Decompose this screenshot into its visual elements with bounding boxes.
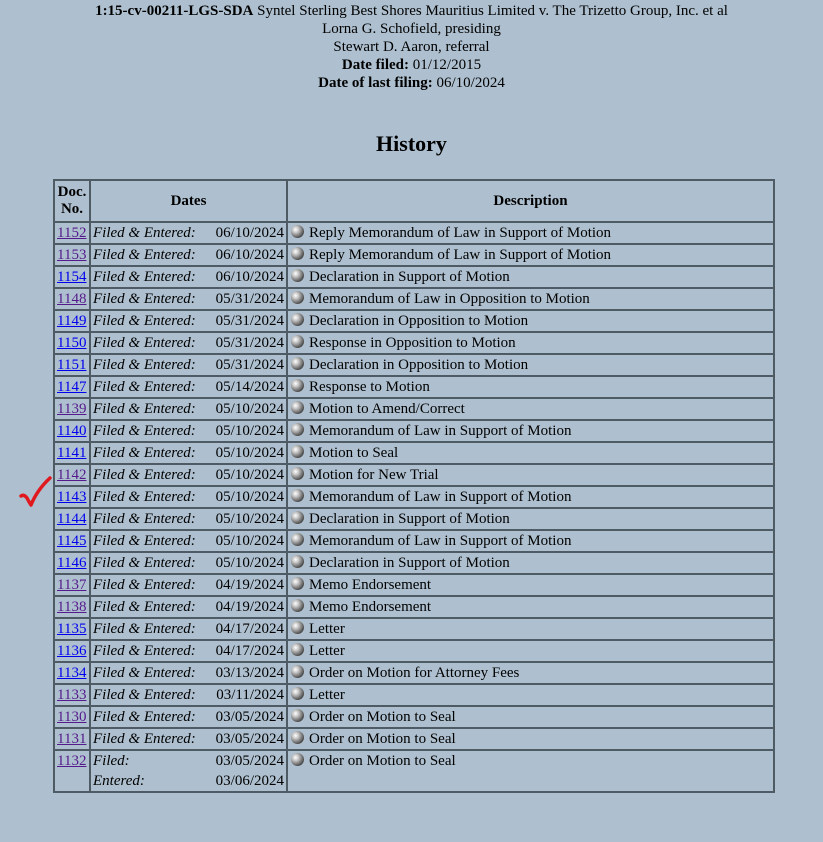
doc-number-link[interactable]: 1139 xyxy=(57,401,87,417)
doc-number-cell xyxy=(54,222,90,244)
doc-number-cell xyxy=(54,288,90,310)
globe-icon[interactable] xyxy=(291,291,304,304)
description-cell xyxy=(287,618,774,640)
date-value: 05/31/2024 xyxy=(215,335,284,351)
description-cell xyxy=(287,310,774,332)
dates-cell xyxy=(90,574,287,596)
globe-icon[interactable] xyxy=(291,489,304,502)
globe-icon[interactable] xyxy=(291,467,304,480)
date-value: 05/31/2024 xyxy=(215,313,284,329)
description-cell xyxy=(287,596,774,618)
table-row xyxy=(54,244,774,266)
description-text: Memorandum of Law in Support of Motion xyxy=(309,423,572,439)
doc-number-cell xyxy=(54,244,90,266)
doc-number-cell xyxy=(54,640,90,662)
description-text: Order on Motion for Attorney Fees xyxy=(309,665,520,681)
case-title: Syntel Sterling Best Shores Mauritius Limited v. The Trizetto Group, Inc. et al xyxy=(253,3,728,19)
description-text: Declaration in Support of Motion xyxy=(309,269,510,285)
dates-cell xyxy=(90,552,287,574)
description-text: Letter xyxy=(309,621,345,637)
description-cell xyxy=(287,574,774,596)
table-row xyxy=(54,310,774,332)
dates-cell xyxy=(90,288,287,310)
date-value: 06/10/2024 xyxy=(215,269,284,285)
doc-number-cell xyxy=(54,618,90,640)
description-cell xyxy=(287,530,774,552)
globe-icon[interactable] xyxy=(291,445,304,458)
description-cell xyxy=(287,222,774,244)
doc-number-cell xyxy=(54,310,90,332)
description-cell xyxy=(287,662,774,684)
date-filed-label: Date filed: xyxy=(341,57,409,73)
description-cell xyxy=(287,552,774,574)
description-cell xyxy=(287,398,774,420)
table-row xyxy=(54,662,774,684)
globe-icon[interactable] xyxy=(291,687,304,700)
filed-entered-label: Filed & Entered: xyxy=(93,423,196,439)
red-checkmark-icon xyxy=(18,476,52,510)
table-row xyxy=(54,398,774,420)
table-header-row xyxy=(54,180,774,222)
dates-cell xyxy=(90,442,287,464)
globe-icon[interactable] xyxy=(291,731,304,744)
table-row xyxy=(54,464,774,486)
doc-number-link[interactable]: 1134 xyxy=(57,665,87,681)
dates-cell xyxy=(90,420,287,442)
dates-cell xyxy=(90,398,287,420)
description-text: Declaration in Opposition to Motion xyxy=(309,313,529,329)
table-row xyxy=(54,266,774,288)
column-header-doc-no xyxy=(54,180,90,222)
doc-number-cell xyxy=(54,486,90,508)
doc-number-cell xyxy=(54,574,90,596)
filed-entered-label: Filed & Entered: xyxy=(93,357,196,373)
last-filing-value: 06/10/2024 xyxy=(432,75,505,91)
doc-number-link[interactable]: 1142 xyxy=(57,467,87,483)
date-value: 03/11/2024 xyxy=(216,687,284,703)
last-filing-label: Date of last filing: xyxy=(318,75,433,91)
description-text: Order on Motion to Seal xyxy=(309,753,456,769)
filed-entered-label: Filed & Entered: xyxy=(93,467,196,483)
filed-entered-label: Filed & Entered: xyxy=(93,313,196,329)
filed-entered-label: Filed & Entered: xyxy=(93,225,196,241)
date-value: 05/14/2024 xyxy=(215,379,284,395)
doc-number-link[interactable]: 1150 xyxy=(57,335,87,351)
case-header xyxy=(0,2,823,92)
table-row xyxy=(54,332,774,354)
description-text: Declaration in Support of Motion xyxy=(309,511,510,527)
dates-cell xyxy=(90,728,287,750)
date-value: 05/10/2024 xyxy=(215,533,284,549)
doc-number-cell xyxy=(54,354,90,376)
dates-cell xyxy=(90,310,287,332)
dates-cell xyxy=(90,706,287,728)
filed-entered-label: Filed & Entered: xyxy=(93,269,196,285)
doc-number-link[interactable]: 1131 xyxy=(57,731,87,747)
globe-icon[interactable] xyxy=(291,709,304,722)
doc-number-cell xyxy=(54,662,90,684)
doc-number-link[interactable]: 1135 xyxy=(57,621,87,637)
date-value: 03/13/2024 xyxy=(215,665,284,681)
dates-cell xyxy=(90,354,287,376)
table-row xyxy=(54,222,774,244)
dates-cell xyxy=(90,530,287,552)
doc-number-link[interactable]: 1148 xyxy=(57,291,87,307)
doc-number-cell xyxy=(54,376,90,398)
dates-cell xyxy=(90,750,287,792)
description-cell xyxy=(287,376,774,398)
globe-icon[interactable] xyxy=(291,335,304,348)
dates-cell xyxy=(90,640,287,662)
table-row xyxy=(54,706,774,728)
description-cell xyxy=(287,486,774,508)
dates-cell xyxy=(90,596,287,618)
table-row xyxy=(54,596,774,618)
description-text: Motion to Amend/Correct xyxy=(309,401,465,417)
doc-number-cell xyxy=(54,420,90,442)
dates-cell xyxy=(90,684,287,706)
doc-number-cell xyxy=(54,728,90,750)
date-value: 05/10/2024 xyxy=(215,511,284,527)
doc-number-cell xyxy=(54,464,90,486)
description-cell xyxy=(287,684,774,706)
filed-entered-label: Filed & Entered: xyxy=(93,577,196,593)
filed-entered-label: Filed & Entered: xyxy=(93,599,196,615)
table-row xyxy=(54,618,774,640)
description-cell xyxy=(287,508,774,530)
filed-entered-label: Filed & Entered: xyxy=(93,445,196,461)
description-cell xyxy=(287,332,774,354)
dates-cell xyxy=(90,618,287,640)
globe-icon[interactable] xyxy=(291,665,304,678)
description-cell xyxy=(287,464,774,486)
dates-cell xyxy=(90,486,287,508)
globe-icon[interactable] xyxy=(291,225,304,238)
filed-entered-label: Filed & Entered: xyxy=(93,687,196,703)
description-text: Memo Endorsement xyxy=(309,599,432,615)
doc-number-link[interactable]: 1151 xyxy=(57,357,87,373)
date-value: 05/10/2024 xyxy=(215,401,284,417)
entered-label: Entered: xyxy=(93,773,145,789)
globe-icon[interactable] xyxy=(291,423,304,436)
dates-cell xyxy=(90,464,287,486)
table-row xyxy=(54,288,774,310)
doc-number-cell xyxy=(54,508,90,530)
filed-entered-label: Filed & Entered: xyxy=(93,489,196,505)
date-value: 04/17/2024 xyxy=(215,643,284,659)
globe-icon[interactable] xyxy=(291,621,304,634)
dates-cell xyxy=(90,376,287,398)
doc-number-cell xyxy=(54,750,90,792)
date-value: 05/10/2024 xyxy=(215,445,284,461)
doc-number-cell xyxy=(54,530,90,552)
date-value: 03/05/2024 xyxy=(215,709,284,725)
description-text: Order on Motion to Seal xyxy=(309,731,456,747)
globe-icon[interactable] xyxy=(291,269,304,282)
doc-number-link[interactable]: 1152 xyxy=(57,225,87,241)
doc-number-link[interactable]: 1137 xyxy=(57,577,87,593)
column-header-description: Description xyxy=(287,180,774,222)
doc-number-link[interactable]: 1143 xyxy=(57,489,87,505)
description-text: Memorandum of Law in Support of Motion xyxy=(309,489,572,505)
doc-header-line2: No. xyxy=(60,201,84,217)
doc-number-link[interactable]: 1141 xyxy=(57,445,87,461)
doc-number-cell xyxy=(54,596,90,618)
filed-entered-label: Filed & Entered: xyxy=(93,555,196,571)
doc-number-link[interactable]: 1132 xyxy=(57,753,87,769)
filed-entered-label: Filed & Entered: xyxy=(93,511,196,527)
doc-number-cell xyxy=(54,552,90,574)
filed-entered-label: Filed & Entered: xyxy=(93,533,196,549)
case-caption-line xyxy=(0,2,823,20)
date-value: 03/05/2024 xyxy=(215,731,284,747)
description-text: Reply Memorandum of Law in Support of Motion xyxy=(309,225,612,241)
description-text: Declaration in Opposition to Motion xyxy=(309,357,529,373)
doc-number-cell xyxy=(54,332,90,354)
doc-number-link[interactable]: 1153 xyxy=(57,247,87,263)
filed-entered-label: Filed & Entered: xyxy=(93,335,196,351)
dates-cell xyxy=(90,662,287,684)
doc-number-link[interactable]: 1130 xyxy=(57,709,87,725)
filed-entered-label: Filed & Entered: xyxy=(93,643,196,659)
description-cell xyxy=(287,354,774,376)
globe-icon[interactable] xyxy=(291,643,304,656)
date-value: 05/10/2024 xyxy=(215,555,284,571)
table-row xyxy=(54,728,774,750)
table-row xyxy=(54,486,774,508)
description-cell xyxy=(287,266,774,288)
dates-cell xyxy=(90,332,287,354)
dates-cell xyxy=(90,244,287,266)
globe-icon[interactable] xyxy=(291,555,304,568)
globe-icon[interactable] xyxy=(291,247,304,260)
table-row xyxy=(54,442,774,464)
description-cell xyxy=(287,728,774,750)
description-text: Memorandum of Law in Opposition to Motion xyxy=(309,291,590,307)
filed-label: Filed: xyxy=(93,753,130,769)
globe-icon[interactable] xyxy=(291,577,304,590)
doc-number-cell xyxy=(54,442,90,464)
history-heading: History xyxy=(376,131,447,156)
entered-date: 03/06/2024 xyxy=(215,773,284,789)
description-cell xyxy=(287,288,774,310)
case-number: 1:15-cv-00211-LGS-SDA xyxy=(95,3,254,19)
description-text: Letter xyxy=(309,643,345,659)
filed-entered-label: Filed & Entered: xyxy=(93,709,196,725)
date-value: 05/10/2024 xyxy=(215,423,284,439)
date-value: 06/10/2024 xyxy=(215,247,284,263)
globe-icon[interactable] xyxy=(291,313,304,326)
doc-number-cell xyxy=(54,684,90,706)
dates-cell xyxy=(90,266,287,288)
doc-header-line1: Doc. xyxy=(57,184,87,200)
globe-icon[interactable] xyxy=(291,401,304,414)
column-header-dates: Dates xyxy=(90,180,287,222)
filed-entered-label: Filed & Entered: xyxy=(93,247,196,263)
table-row xyxy=(54,750,774,792)
doc-number-link[interactable]: 1145 xyxy=(57,533,87,549)
date-value: 05/10/2024 xyxy=(215,467,284,483)
description-text: Memorandum of Law in Support of Motion xyxy=(309,533,572,549)
description-cell xyxy=(287,244,774,266)
doc-number-link[interactable]: 1154 xyxy=(57,269,87,285)
description-text: Motion for New Trial xyxy=(309,467,439,483)
dates-cell xyxy=(90,508,287,530)
doc-number-cell xyxy=(54,398,90,420)
filed-entered-label: Filed & Entered: xyxy=(93,621,196,637)
presiding-judge: Lorna G. Schofield, presiding xyxy=(322,21,501,37)
last-filing-line xyxy=(0,74,823,92)
dates-cell xyxy=(90,222,287,244)
description-text: Order on Motion to Seal xyxy=(309,709,456,725)
table-row xyxy=(54,640,774,662)
date-value: 04/19/2024 xyxy=(215,599,284,615)
date-value: 05/10/2024 xyxy=(215,489,284,505)
table-row xyxy=(54,684,774,706)
doc-number-link[interactable]: 1140 xyxy=(57,423,87,439)
doc-number-link[interactable]: 1136 xyxy=(57,643,87,659)
table-row xyxy=(54,376,774,398)
globe-icon[interactable] xyxy=(291,379,304,392)
description-text: Response to Motion xyxy=(309,379,430,395)
table-row xyxy=(54,508,774,530)
globe-icon[interactable] xyxy=(291,533,304,546)
description-text: Reply Memorandum of Law in Support of Motion xyxy=(309,247,612,263)
description-cell xyxy=(287,706,774,728)
filed-entered-label: Filed & Entered: xyxy=(93,731,196,747)
referral-judge: Stewart D. Aaron, referral xyxy=(333,39,490,55)
table-row xyxy=(54,552,774,574)
globe-icon[interactable] xyxy=(291,511,304,524)
description-text: Memo Endorsement xyxy=(309,577,432,593)
doc-number-link[interactable]: 1138 xyxy=(57,599,87,615)
date-value: 05/31/2024 xyxy=(215,357,284,373)
table-row xyxy=(54,530,774,552)
filed-entered-label: Filed & Entered: xyxy=(93,379,196,395)
doc-number-link[interactable]: 1133 xyxy=(57,687,87,703)
date-filed-line xyxy=(0,56,823,74)
filed-entered-label: Filed & Entered: xyxy=(93,291,196,307)
date-value: 04/17/2024 xyxy=(215,621,284,637)
description-cell xyxy=(287,640,774,662)
filed-entered-label: Filed & Entered: xyxy=(93,665,196,681)
date-value: 04/19/2024 xyxy=(215,577,284,593)
filed-entered-label: Filed & Entered: xyxy=(93,401,196,417)
description-text: Letter xyxy=(309,687,345,703)
history-table xyxy=(53,179,775,793)
description-text: Motion to Seal xyxy=(309,445,399,461)
date-value: 05/31/2024 xyxy=(215,291,284,307)
table-row xyxy=(54,574,774,596)
description-cell xyxy=(287,442,774,464)
description-text: Response in Opposition to Motion xyxy=(309,335,516,351)
filed-date: 03/05/2024 xyxy=(215,753,284,769)
doc-number-link[interactable]: 1146 xyxy=(57,555,87,571)
description-cell xyxy=(287,420,774,442)
globe-icon[interactable] xyxy=(291,753,304,766)
globe-icon[interactable] xyxy=(291,357,304,370)
date-value: 06/10/2024 xyxy=(215,225,284,241)
date-filed-value: 01/12/2015 xyxy=(408,57,482,73)
description-cell xyxy=(287,750,774,792)
doc-number-link[interactable]: 1149 xyxy=(57,313,87,329)
doc-number-cell xyxy=(54,266,90,288)
table-row xyxy=(54,420,774,442)
doc-number-link[interactable]: 1147 xyxy=(57,379,87,395)
doc-number-link[interactable]: 1144 xyxy=(57,511,87,527)
description-text: Declaration in Support of Motion xyxy=(309,555,510,571)
globe-icon[interactable] xyxy=(291,599,304,612)
table-body xyxy=(54,222,774,792)
table-row xyxy=(54,354,774,376)
doc-number-cell xyxy=(54,706,90,728)
